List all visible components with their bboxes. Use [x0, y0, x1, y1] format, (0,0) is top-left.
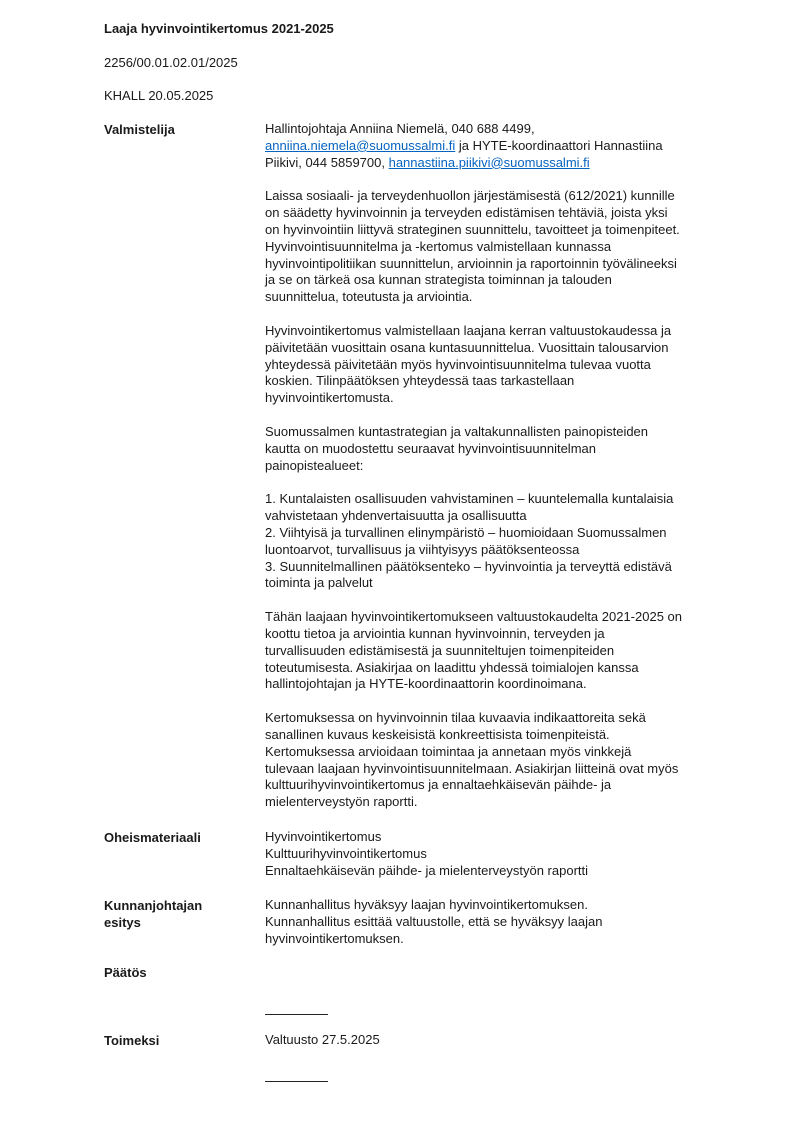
- preparer-text-1: Hallintojohtaja Anniina Niemelä, 040 688 4499,: [265, 121, 535, 136]
- assignment-text: Valtuusto 27.5.2025: [265, 1032, 380, 1047]
- email-link-piikivi[interactable]: hannastiina.piikivi@suomussalmi.fi: [388, 154, 590, 170]
- preparer-text-2: ja HYTE-koordinaattori Hannastiina: [455, 137, 663, 153]
- meeting-reference: KHALL 20.05.2025: [104, 88, 214, 103]
- proposal-label-line-1: Kunnanjohtajan: [104, 898, 203, 913]
- priority-list: 1. Kuntalaisten osallisuuden vahvistaminen – kuuntelemalla kuntalaisia vahvistetaan yhdenvertaisuutta ja osallisuutta 2. Viihtyisä ja turvallinen elinympäristö – huomioidaan Suomussalmen luontoarvot, turvallisuus ja viihtyisyys päätöksenteossa 3. Suunnitelmallinen päätöksenteko – hyvinvointia ja terveyttä edistävä toiminta ja palvelut: [265, 491, 674, 591]
- document-title: Laaja hyvinvointikertomus 2021-2025: [104, 21, 334, 36]
- preparer-text-3: Piikivi, 044 5859700,: [265, 154, 389, 170]
- preparer-line: [265, 121, 740, 138]
- body-paragraph-3: Suomussalmen kuntastrategian ja valtakunnallisten painopisteiden kautta on muodostettu seuraavat hyvinvointisuunnitelman painopistealueet:: [265, 423, 649, 473]
- preparer-line: [265, 138, 740, 155]
- attachment-item: Ennaltaehkäisevän päihde- ja mielenterveystyön raportti: [265, 862, 589, 878]
- attachment-item: Hyvinvointikertomus: [265, 829, 382, 844]
- proposal-text: Kunnanhallitus hyväksyy laajan hyvinvointikertomuksen. Kunnanhallitus esittää valtuustolle, että se hyväksyy laajan hyvinvointikertomuksen.: [265, 897, 603, 946]
- body-paragraph-1: Laissa sosiaali- ja terveydenhuollon järjestämisestä (612/2021) kunnille on säädetty hyvinvoinnin ja terveyden edistämisen tehtäviä, joista yksi on hyvinvointiin liittyvä strateginen suunnittelu, tavoitteet ja toimenpiteet. Hyvinvointisuunnitelma ja -kertomus valmistellaan kunnassa hyvinvointipolitiikan suunnittelun, arvioinnin ja raportoinnin työvälineeksi ja se on tärkeä osa kunnan strategista toiminnan ja talouden suunnittelua, toteutusta ja arviointia.: [265, 188, 680, 305]
- email-link-niemela[interactable]: anniina.niemela@suomussalmi.fi: [265, 137, 456, 153]
- body-paragraph-2: Hyvinvointikertomus valmistellaan laajana kerran valtuustokaudessa ja päivitetään vuosittain osana kuntasuunnittelua. Vuosittain talousarvion yhteydessä päivitetään myös hyvinvointisuunnitelma tulevaa vuotta koskien. Tilinpäätöksen yhteydessä taas tarkastellaan hyvinvointikertomusta.: [265, 322, 672, 406]
- attachment-item: Kulttuurihyvinvointikertomus: [265, 845, 427, 861]
- preparer-section: [265, 121, 740, 811]
- body-paragraph-5: Tähän laajaan hyvinvointikertomukseen valtuustokaudelta 2021-2025 on koottu tietoa ja arviointia kunnan hyvinvoinnin, terveyden ja turvallisuuden edistämisestä ja suunniteltujen toimenpiteiden toteutumisesta. Asiakirjaa on laadittu yhdessä toimialojen kanssa hallintojohtajan ja HYTE-koordinaattorin koordinoimana.: [265, 609, 683, 692]
- preparer-label: Valmistelija: [104, 122, 175, 137]
- decision-signature-line: [265, 1014, 328, 1015]
- body-paragraph-6: Kertomuksessa on hyvinvoinnin tilaa kuvaavia indikaattoreita sekä sanallinen kuvaus keskeisistä konkreettisista toimenpiteistä. Kertomuksessa arvioidaan toimintaa ja annetaan myös vinkkejä tulevaan laajaan hyvinvointisuunnitelmaan. Asiakirjan liitteinä ovat myös kulttuurihyvinvointikertomus ja ennaltaehkäisevän päihde- ja mielenterveystyön raportti.: [265, 710, 679, 810]
- proposal-label: [104, 897, 202, 931]
- attachments-list: [265, 829, 740, 879]
- attachments-label: Oheismateriaali: [104, 830, 201, 845]
- assignment-label: Toimeksi: [104, 1033, 160, 1048]
- decision-label: Päätös: [104, 965, 147, 980]
- record-number: 2256/00.01.02.01/2025: [104, 55, 238, 70]
- assignment-signature-line: [265, 1081, 328, 1082]
- preparer-line: [265, 155, 740, 172]
- proposal-label-line-2: esitys: [104, 915, 141, 930]
